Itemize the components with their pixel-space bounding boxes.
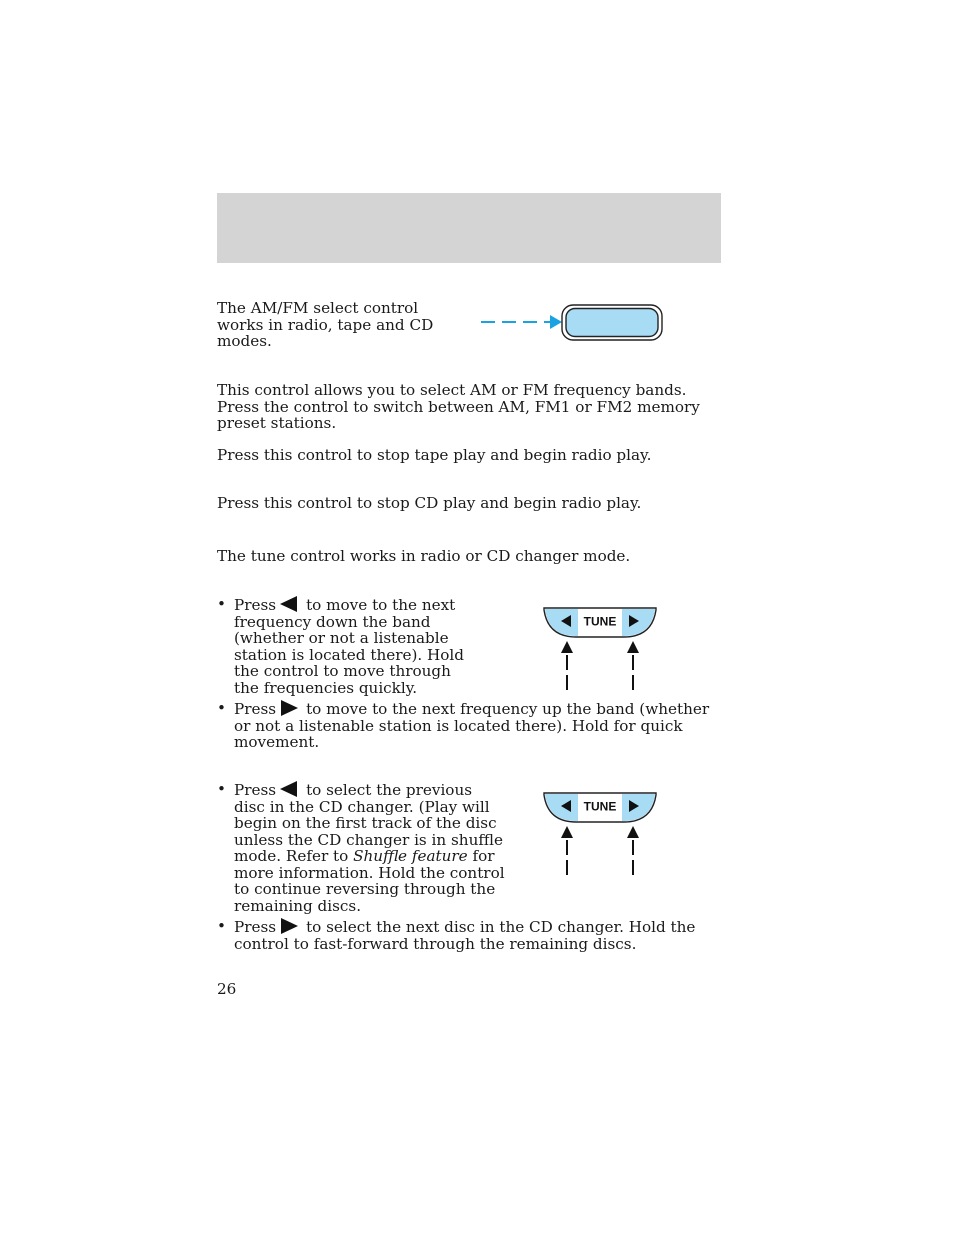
amfm-description: This control allows you to select AM or FM frequency bands. Press the control to switch between AM, FM1 or FM2 memory preset stations. xyxy=(217,381,700,432)
amfm-cd-note: Press this control to stop CD play and begin radio play. xyxy=(217,494,642,512)
tune-intro: The tune control works in radio or CD changer mode. xyxy=(217,547,631,565)
seek-right-icon xyxy=(280,700,298,716)
amfm-pointer-arrow xyxy=(481,315,562,329)
cd-bullet-prev: • Press to select the previous disc in the CD changer. (Play will begin on the first track of the disc unless the CD changer is in shuffle mode. Refer to Shuffle feature for more information. Hold the control to continue reversing through the remaining discs. xyxy=(217,780,505,915)
amfm-intro: The AM/FM select control works in radio, tape and CD modes. xyxy=(217,299,434,350)
tune-label: TUNE xyxy=(583,614,617,629)
cd-bullet-next: • Press to select the next disc in the CD changer. Hold the control to fast-forward through the remaining discs. xyxy=(217,917,696,953)
section-header-bar xyxy=(217,193,721,263)
radio-bullet-down: • Press to move to the next frequency down the band (whether or not a listenable station is located there). Hold the control to move through the frequencies quickly. xyxy=(217,595,465,697)
seek-left-icon xyxy=(280,781,298,797)
amfm-tape-note: Press this control to stop tape play and begin radio play. xyxy=(217,446,652,464)
radio-bullet-up: • Press to move to the next frequency up the band (whether or not a listenable station is located there). Hold for quick movement. xyxy=(217,699,710,751)
tune-label: TUNE xyxy=(583,799,617,814)
amfm-button-figure xyxy=(478,303,668,343)
page-number: 26 xyxy=(217,980,237,998)
seek-right-icon xyxy=(280,918,298,934)
amfm-button[interactable] xyxy=(562,305,662,340)
seek-left-icon xyxy=(280,596,298,612)
